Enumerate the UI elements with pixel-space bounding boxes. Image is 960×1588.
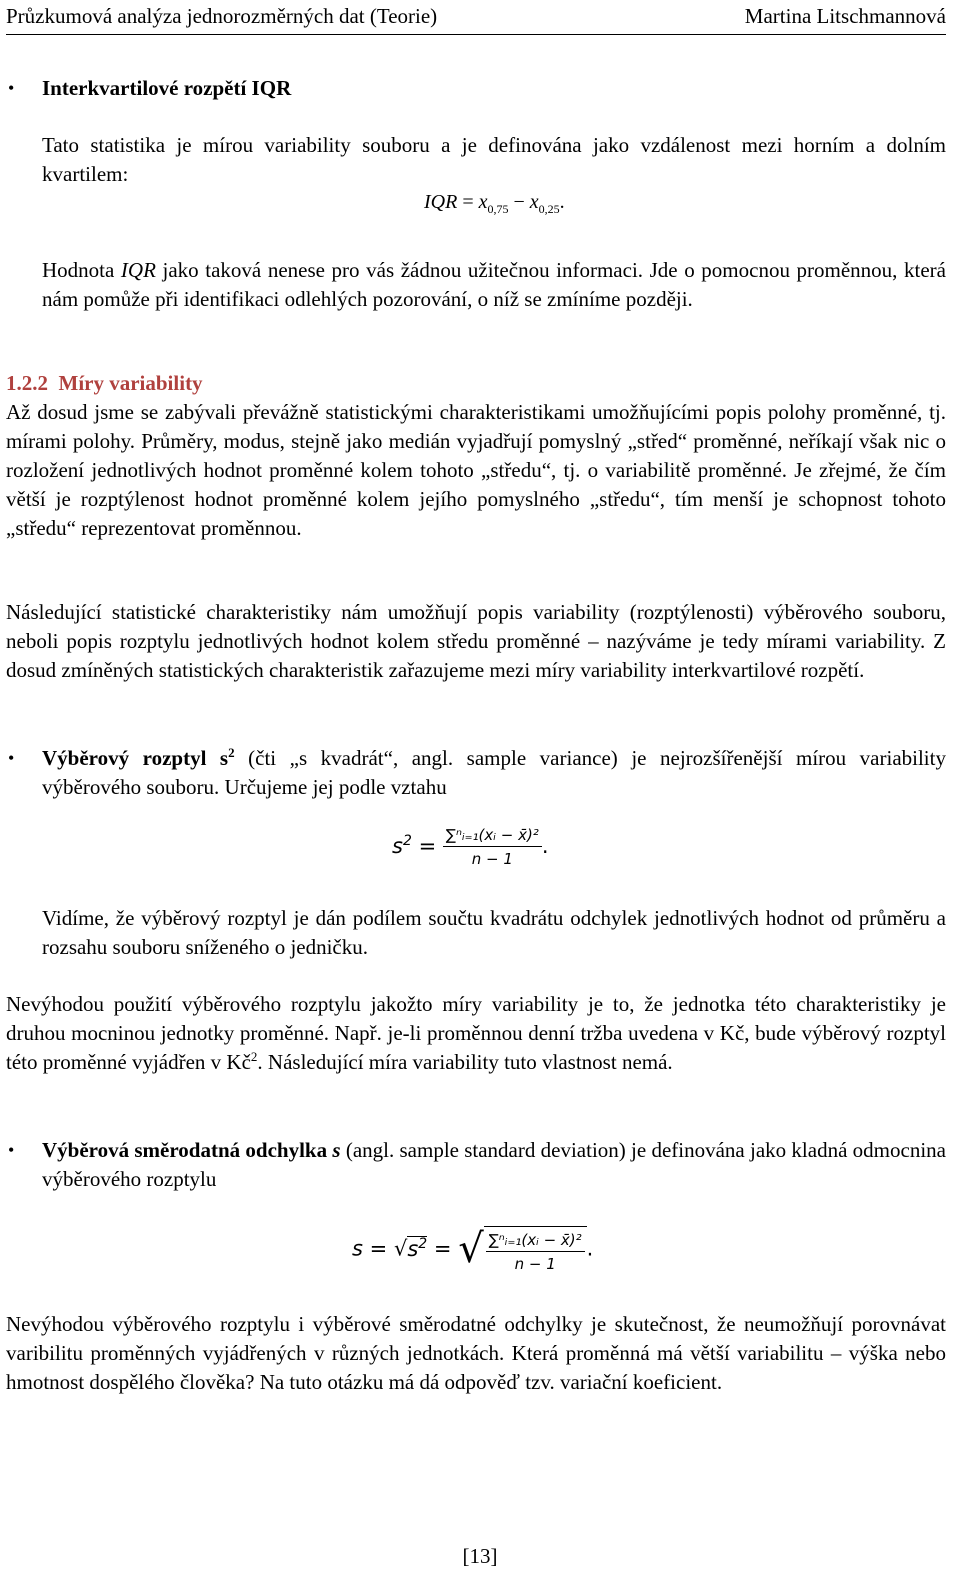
iqr-paragraph-1: Tato statistika je mírou variability souboru a je definována jako vzdálenost mezi horním a dolním kvartilem:	[42, 133, 946, 186]
variance-fraction-den: n − 1	[471, 850, 513, 868]
stdev-fraction-den: n − 1	[514, 1255, 556, 1273]
variance-formula-eq: =	[418, 834, 437, 858]
sqrt-icon: √	[393, 1236, 408, 1261]
stdev-fraction	[486, 1231, 585, 1273]
page-number: [13]	[462, 1544, 498, 1568]
header-title: Průzkumová analýza jednorozměrných dat (Teorie)	[6, 4, 438, 28]
variance-formula	[392, 826, 549, 868]
stdev-fraction-num: ∑ⁿᵢ₌₁(xᵢ − x̄)²	[486, 1231, 585, 1252]
iqr-p2-text-a: Hodnota	[42, 258, 121, 282]
iqr-formula-minus: −	[513, 191, 525, 213]
section-heading	[6, 369, 946, 398]
section-p1-b: Průměry, modus, stejně jako medián vyjadřují pomyslný „střed“ proměnné, neříkají však nic o rozložení jednotlivých hodnot proměnné kolem tohoto „středu“, tj. o variabilitě proměnné.	[6, 429, 946, 482]
stdev-formula	[352, 1226, 593, 1273]
variance-p2-a: Nevýhodou použití výběrového rozptylu jakožto míry variability je to, že jednotka této charakteristiky je druhou mocninou jednotky proměnné. Např. je-li proměnnou denní tržba uvedena v Kč, bude výběrový rozptyl této proměnné vyjádřen v Kč	[6, 992, 946, 1074]
stdev-formula-end: .	[586, 1236, 594, 1261]
sqrt-icon: √	[458, 1226, 484, 1272]
iqr-formula-eq: =	[462, 191, 474, 213]
variance-text: (čti „s kvadrát“, angl. sample variance) je nejrozšířenější mírou variability výběrového souboru. Určujeme jej podle vztahu	[42, 746, 946, 799]
bullet-icon: •	[8, 1140, 15, 1160]
stdev-paragraph	[42, 1136, 946, 1194]
iqr-formula-lhs: IQR	[424, 191, 458, 213]
iqr-p2-italic: IQR	[120, 258, 156, 282]
stdev-sqrt-arg	[407, 1236, 427, 1261]
variance-paragraph-1: Vidíme, že výběrový rozptyl je dán podílem součtu kvadrátu odchylek jednotlivých hodnot od průměru a rozsahu souboru sníženého o jedničku.	[42, 906, 946, 959]
section-number: 1.2.2	[6, 371, 48, 395]
section-paragraph-2: Následující statistické charakteristiky nám umožňují popis variability (rozptýlenosti) výběrového souboru, neboli popis rozptylu jednotlivých hodnot kolem středu proměnné – nazýváme je tedy mírami variability. Z dosud zmíněných statistických charakteristik zařazujeme mezi míry variability interkvartilové rozpětí.	[6, 600, 946, 682]
variance-title	[42, 746, 235, 770]
iqr-p2-text-b: jako taková nenese pro vás žádnou užitečnou informaci. Jde o pomocnou proměnnou, která nám pomůže při identifikaci odlehlých pozorování, o níž se zmíníme později.	[42, 258, 946, 311]
section-paragraph-1	[6, 398, 946, 543]
variance-fraction-num: ∑ⁿᵢ₌₁(xᵢ − x̄)²	[443, 826, 542, 847]
variance-formula-end: .	[541, 834, 549, 858]
bullet-icon: •	[8, 748, 15, 768]
section-p1-a: Až dosud jsme se zabývali převážně statistickými charakteristikami umožňujícími popis polohy proměnné, tj. mírami polohy.	[6, 400, 946, 453]
variance-paragraph-2	[6, 990, 946, 1077]
iqr-formula-sub2: 0,25	[538, 202, 560, 216]
header-author: Martina Litschmannová	[744, 4, 946, 28]
variance-paragraph	[42, 744, 946, 802]
stdev-formula-s2-sup: 2	[418, 1235, 428, 1252]
stdev-formula-eq: =	[369, 1236, 388, 1261]
iqr-formula-end: .	[559, 191, 565, 213]
stdev-title-text: Výběrová směrodatná odchylka	[42, 1138, 333, 1162]
variance-p2-b: . Následující míra variability tuto vlastnost nemá.	[257, 1050, 673, 1074]
stdev-title-s: s	[332, 1138, 341, 1162]
iqr-formula	[424, 188, 946, 217]
variance-p2-sup: 2	[250, 1049, 258, 1064]
stdev-text: (angl. sample standard deviation) je definována jako kladná odmocnina výběrového rozptylu	[42, 1138, 946, 1191]
iqr-heading: Interkvartilové rozpětí IQR	[42, 76, 292, 100]
stdev-sqrt-body	[484, 1226, 587, 1273]
variance-fraction	[443, 826, 542, 868]
iqr-formula-x1: x	[478, 191, 488, 213]
iqr-paragraph-2	[42, 256, 946, 314]
stdev-paragraph-1: Nevýhodou výběrového rozptylu i výběrové směrodatné odchylky je skutečnost, že neumožňují porovnávat varibilitu proměnných vyjádřených v různých jednotkách. Která proměnná má větší variabilitu – výška nebo hmotnost dospělého člověka? Na tuto otázku má dá odpověď tzv. variační koeficient.	[6, 1312, 946, 1394]
stdev-formula-s2: s	[407, 1236, 419, 1261]
stdev-title	[42, 1138, 341, 1162]
variance-formula-lhs-sup: 2	[402, 833, 412, 849]
header-rule	[6, 34, 946, 35]
variance-title-text: Výběrový rozptyl s	[42, 746, 229, 770]
section-title: Míry variability	[58, 371, 203, 395]
bullet-icon: •	[8, 78, 15, 98]
section-p1-c: Je zřejmé, že čím větší je rozptýlenost hodnot proměnné kolem jejího pomyslného „středu“, tím menší je schopnost tohoto „středu“ reprezentovat proměnnou.	[6, 458, 947, 540]
stdev-formula-lhs: s	[352, 1236, 363, 1261]
variance-formula-lhs: s	[392, 834, 403, 858]
iqr-formula-sub1: 0,75	[487, 202, 509, 216]
variance-title-sup: 2	[228, 745, 235, 760]
stdev-formula-eq2: =	[433, 1236, 452, 1261]
iqr-formula-x2: x	[529, 191, 539, 213]
